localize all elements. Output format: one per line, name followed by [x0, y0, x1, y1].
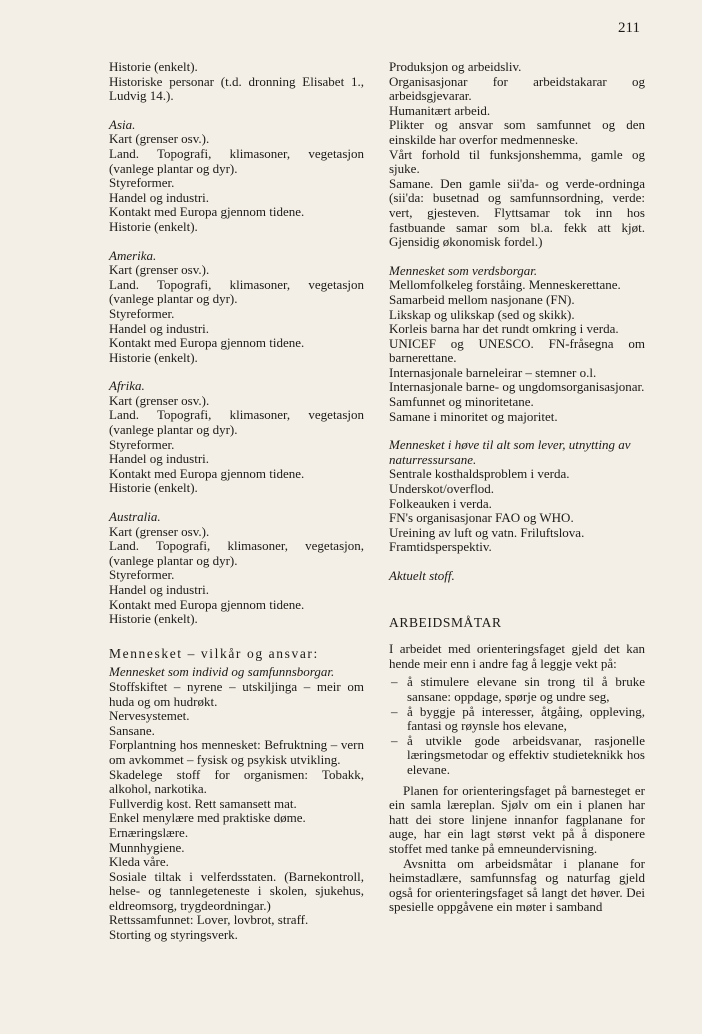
dash-list	[389, 675, 645, 777]
list-item: – å utvikle gode arbeidsvanar, rasjonelle læringsmetodar og effektiv studieteknikk hos elevane.	[389, 734, 645, 778]
individ-list	[109, 680, 364, 943]
list-item: Nervesystemet.	[109, 708, 190, 724]
list-item: Samane. Den gamle sii'da- og verde-ordninga (sii'da: busetnad og samfunnsordning, verde: vert, gjesteven. Flyttsamar tok inn hos fastbuande samar som bl.a. fekk att kjøt. Gjensidig økonomisk fordel.)	[389, 175, 645, 250]
continent-amerika	[109, 249, 364, 366]
hove-list	[389, 467, 645, 555]
list-item: Sansane.	[109, 722, 155, 738]
list-item: Styreformer.	[109, 175, 175, 191]
list-item: Land. Topografi, klimasoner, vegetasjon (vanlege plantar og dyr).	[109, 276, 364, 307]
list-item: Kontakt med Europa gjennom tidene.	[109, 465, 305, 481]
samfunn-list	[389, 60, 645, 250]
list-item: Samarbeid mellom nasjonane (FN).	[389, 291, 575, 307]
list-item: Mellomfolkeleg forståing. Menneskerettane.	[389, 277, 621, 293]
section-heading: Asia.	[109, 116, 136, 132]
list-item: Skadelege stoff for organismen: Tobakk, alkohol, narkotika.	[109, 766, 364, 797]
page-number: 211	[618, 20, 640, 36]
list-item: Produksjon og arbeidsliv.	[389, 59, 522, 74]
list-item: Samfunnet og minoritetane.	[389, 394, 534, 410]
list-item: Munnhygiene.	[109, 839, 185, 855]
list-item: Framtidsperspektiv.	[389, 539, 492, 555]
list-item: UNICEF og UNESCO. FN-fråsegna om barnerettane.	[389, 335, 645, 366]
list-item: Handel og industri.	[109, 189, 210, 205]
list-item: Storting og styringsverk.	[109, 927, 238, 943]
list-item: Kontakt med Europa gjennom tidene.	[109, 335, 305, 351]
list-item: Land. Topografi, klimasoner, vegetasjon (vanlege plantar og dyr).	[109, 407, 364, 438]
intro-line: Historiske personar (t.d. dronning Elisabet 1., Ludvig 14.).	[109, 73, 364, 104]
list-item: – å byggje på interesser, åtgåing, oppleving, fantasi og røynsle hos elevane,	[389, 705, 645, 734]
subsection-heading: Mennesket som verdsborgar.	[389, 262, 538, 278]
list-item: Styreformer.	[109, 436, 175, 452]
list-item: Vårt forhold til funksjonshemma, gamle og sjuke.	[389, 146, 645, 177]
list-item: Humanitært arbeid.	[389, 102, 491, 118]
section-heading: Australia.	[109, 509, 161, 525]
subsection-heading: Aktuelt stoff.	[389, 568, 455, 583]
list-item: FN's organisasjonar FAO og WHO.	[389, 510, 574, 526]
section-title-arbeidsmatar: ARBEIDSMÅTAR	[389, 614, 502, 630]
list-item: Handel og industri.	[109, 451, 210, 467]
list-item: Kontakt med Europa gjennom tidene.	[109, 204, 305, 220]
right-column	[389, 60, 645, 915]
list-item: Kleda våre.	[109, 854, 169, 870]
continent-asia	[109, 118, 364, 235]
list-item: Land. Topografi, klimasoner, vegetasjon (vanlege plantar og dyr).	[109, 145, 364, 176]
paragraph: I arbeidet med orienteringsfaget gjeld det kan hende meir enn i andre fag å leggje vekt på:	[389, 641, 645, 671]
intro-line: Historie (enkelt).	[109, 59, 198, 74]
list-item: Internasjonale barneleirar – stemner o.l.	[389, 364, 597, 380]
list-item: Historie (enkelt).	[109, 480, 198, 496]
list-item: Enkel menylære med praktiske døme.	[109, 810, 306, 826]
paragraph: Avsnitta om arbeidsmåtar i planane for heimstadlære, samfunnsfag og naturfag gjeld også for orienteringsfaget så langt det høver. Dei spesielle oppgåvene ein møter i samband	[389, 855, 645, 915]
list-item: Plikter og ansvar som samfunnet og den einskilde har overfor medmenneske.	[389, 117, 645, 147]
list-item: Forplantning hos mennesket: Befruktning – vern om avkommet – fysisk og psykisk utvikling.	[109, 737, 364, 767]
list-item: Kart (grenser osv.).	[109, 523, 210, 539]
continent-afrika	[109, 379, 364, 496]
subsection-heading: Mennesket som individ og samfunnsborgar.	[109, 664, 335, 680]
paragraph: Planen for orienteringsfaget på barnesteget er ein samla læreplan. Sjølv om ein i planen har hatt dei store linjene innanfor fagplanane for auge, har ein lagt størst vekt på å disponere stoffet med tanke på emneundervisning.	[389, 782, 645, 856]
list-item: Korleis barna har det rundt omkring i verda.	[389, 321, 619, 337]
list-item: Handel og industri.	[109, 582, 210, 597]
list-item: Ureining av luft og vatn. Friluftslova.	[389, 524, 585, 540]
list-item: Fullverdig kost. Rett samansett mat.	[109, 795, 297, 811]
list-item: – å stimulere elevane sin trong til å bruke sansane: oppdage, spørje og undre seg,	[389, 675, 645, 704]
list-item: Historie (enkelt).	[109, 349, 198, 365]
list-item: Sosiale tiltak i velferdsstaten. (Barnekontroll, helse- og tannlegeteneste i skolen, sjukehus, eldreomsorg, trygdeordningar.)	[109, 868, 364, 913]
intro-block	[109, 60, 364, 104]
list-item: Folkeauken i verda.	[389, 495, 492, 511]
section-heading: Afrika.	[109, 378, 145, 394]
verdsborgar-list	[389, 278, 645, 424]
list-item: Underskot/overflod.	[389, 481, 495, 497]
list-item: Handel og industri.	[109, 320, 210, 336]
section-title-mennesket: Mennesket – vilkår og ansvar:	[109, 645, 319, 661]
list-item: Historie (enkelt).	[109, 611, 198, 627]
list-item: Internasjonale barne- og ungdomsorganisasjonar.	[389, 379, 645, 395]
subsection-heading: Mennesket i høve til alt som lever, utnytting av naturressursane.	[389, 437, 631, 467]
list-item: Kart (grenser osv.).	[109, 262, 210, 278]
list-item: Stoffskiftet – nyrene – utskiljinga – meir om huda og om hudrøkt.	[109, 678, 364, 709]
list-item: Historie (enkelt).	[109, 218, 198, 234]
list-item: Rettssamfunnet: Lover, lovbrot, straff.	[109, 912, 309, 928]
list-item: Styreformer.	[109, 305, 175, 321]
list-item: Ernæringslære.	[109, 824, 189, 840]
section-heading: Amerika.	[109, 247, 157, 263]
list-item: Land. Topografi, klimasoner, vegetasjon, (vanlege plantar og dyr).	[109, 538, 364, 568]
list-item: Sentrale kosthaldsproblem i verda.	[389, 466, 570, 482]
list-item: Kart (grenser osv.).	[109, 131, 210, 147]
list-item: Organisasjonar for arbeidstakarar og arbeidsgjevarar.	[389, 73, 645, 104]
list-item: Kart (grenser osv.).	[109, 392, 210, 408]
continent-australia	[109, 510, 364, 627]
list-item: Styreformer.	[109, 567, 175, 583]
left-column	[109, 60, 364, 943]
list-item: Likskap og ulikskap (sed og skikk).	[389, 306, 575, 322]
list-item: Samane i minoritet og majoritet.	[389, 408, 558, 424]
list-item: Kontakt med Europa gjennom tidene.	[109, 596, 305, 612]
